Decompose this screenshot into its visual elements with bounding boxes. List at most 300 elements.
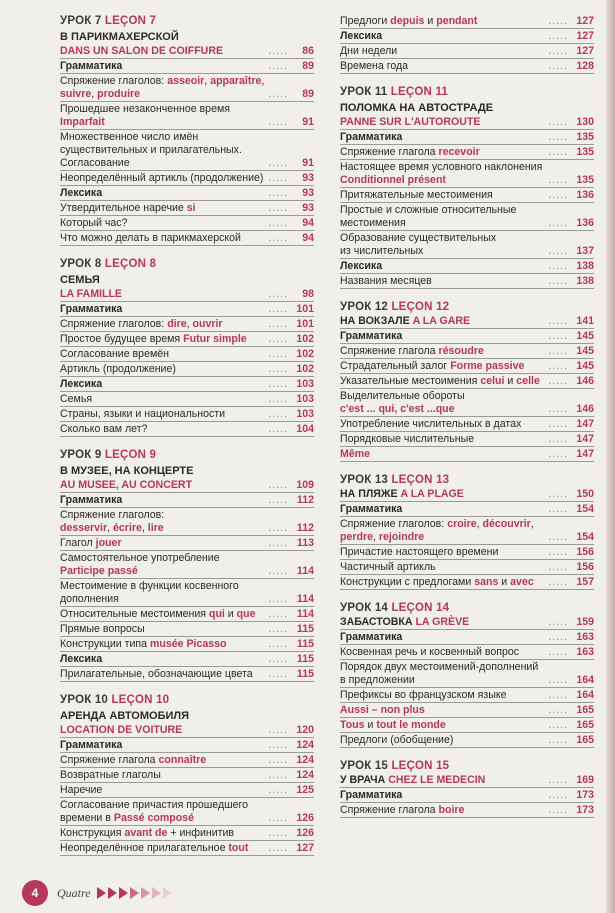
page-ref: 102 (296, 348, 314, 360)
entry-text-part: Дни недели (340, 45, 398, 57)
toc-entry[interactable] (340, 575, 594, 590)
toc-entry[interactable] (340, 188, 594, 203)
toc-entry-text (60, 131, 268, 170)
toc-right-column (340, 14, 594, 829)
french-term: avant de (124, 827, 168, 839)
toc-entry[interactable] (340, 259, 594, 274)
french-term: croire (447, 518, 477, 530)
french-term: LA FAMILLE (60, 288, 122, 300)
french-term: découvrir (482, 518, 531, 530)
toc-entry-text (340, 774, 548, 787)
toc-entry-text (340, 275, 548, 288)
page-ref: 101 (296, 318, 314, 330)
entry-text-part: Прямые вопросы (60, 623, 145, 635)
toc-entry-text (60, 623, 268, 636)
dot-leader: ..... (548, 774, 568, 786)
page-ref: 137 (576, 245, 594, 257)
page-ref: 93 (302, 172, 314, 184)
entry-text-part: Неопределённое прилагательное (60, 842, 229, 854)
toc-entry[interactable] (60, 493, 314, 508)
french-term: rejoindre (378, 531, 425, 543)
page-ref: 114 (296, 593, 314, 605)
entry-text-part: , (204, 75, 211, 87)
dot-leader: ..... (548, 674, 568, 686)
dot-leader: ..... (268, 668, 288, 680)
french-term: jouer (95, 537, 122, 549)
dot-leader: ..... (268, 187, 288, 199)
dot-leader: ..... (548, 375, 568, 387)
french-term: Tous (340, 719, 365, 731)
entry-text-part: Выделительные обороты (340, 390, 465, 402)
toc-entry-text (60, 75, 268, 101)
toc-entry[interactable] (60, 201, 314, 216)
lesson-section (60, 448, 314, 682)
toc-entry[interactable] (340, 145, 594, 160)
arrow-icon (108, 887, 117, 899)
toc-entry[interactable] (340, 417, 594, 432)
page-ref: 157 (576, 576, 594, 588)
toc-entry[interactable] (340, 773, 594, 788)
entry-text-part: Страны, языки и национальности (60, 408, 226, 420)
toc-entry[interactable] (60, 302, 314, 317)
entry-text-part: Порядок двух местоимений-дополнений в предложении (340, 661, 539, 686)
dot-leader: ..... (268, 623, 288, 635)
toc-entry-text (60, 552, 268, 578)
dot-leader: ..... (268, 288, 288, 300)
dot-leader: ..... (268, 638, 288, 650)
toc-entry-text (340, 503, 548, 516)
toc-entry[interactable] (340, 115, 594, 130)
toc-entry-text (60, 842, 268, 855)
toc-entry-text (60, 333, 268, 346)
page-ref: 164 (576, 674, 594, 686)
toc-entry[interactable] (340, 231, 594, 259)
dot-leader: ..... (548, 561, 568, 573)
toc-entry[interactable] (60, 826, 314, 841)
dot-leader: ..... (548, 260, 568, 272)
lesson-heading-ru: УРОК 14 (340, 602, 389, 614)
toc-entry[interactable] (340, 447, 594, 462)
toc-entry[interactable] (340, 615, 594, 630)
toc-entry[interactable] (340, 688, 594, 703)
lesson-heading (340, 300, 594, 314)
toc-entry-text (340, 789, 548, 802)
lesson-heading-ru: УРОК 10 (60, 694, 109, 706)
toc-entry[interactable] (340, 14, 594, 29)
toc-entry-text (60, 378, 268, 391)
entry-text-part: , (186, 318, 193, 330)
toc-entry[interactable] (340, 560, 594, 575)
toc-entry[interactable] (60, 347, 314, 362)
toc-entry-text (60, 668, 268, 681)
toc-entry[interactable] (60, 186, 314, 201)
toc-entry[interactable] (60, 508, 314, 536)
toc-entry[interactable] (60, 362, 314, 377)
toc-entry[interactable] (340, 545, 594, 560)
page-ref: 150 (576, 488, 594, 500)
french-term: LOCATION DE VOITURE (60, 724, 183, 736)
french-term: boire (438, 804, 465, 816)
toc-entry[interactable] (60, 783, 314, 798)
french-term: sans (474, 576, 499, 588)
arrow-icon (119, 887, 128, 899)
toc-entry[interactable] (60, 287, 314, 302)
toc-entry[interactable] (340, 329, 594, 344)
page-ref: 127 (576, 15, 594, 27)
toc-entry[interactable] (340, 645, 594, 660)
entry-text-part: Прилагательные, обозначающие цвета (60, 668, 253, 680)
toc-entry-text (60, 232, 268, 245)
toc-entry[interactable] (60, 377, 314, 392)
page-ref: 115 (296, 653, 314, 665)
lesson-title: В МУЗЕЕ, НА КОНЦЕРТЕ (60, 465, 194, 477)
toc-entry[interactable] (60, 392, 314, 407)
page-edge (606, 0, 615, 913)
page-ref: 135 (576, 131, 594, 143)
french-term: qui (208, 608, 225, 620)
page-ref: 115 (296, 668, 314, 680)
french-term: recevoir (438, 146, 480, 158)
dot-leader: ..... (268, 812, 288, 824)
toc-entry-text (340, 704, 548, 717)
dot-leader: ..... (268, 724, 288, 736)
toc-entry[interactable] (60, 74, 314, 102)
toc-entry-text (340, 131, 548, 144)
entry-text-part: Спряжение глаголов: (60, 318, 168, 330)
entry-text-part: Грамматика (340, 330, 403, 342)
toc-entry-text (340, 390, 548, 416)
entry-text-part: Простые и сложные относительные местоимения (340, 204, 517, 229)
dot-leader: ..... (268, 202, 288, 214)
toc-entry-text (340, 146, 548, 159)
toc-entry[interactable] (60, 607, 314, 622)
toc-entry-text (60, 172, 268, 185)
dot-leader: ..... (548, 546, 568, 558)
toc-entry[interactable] (60, 231, 314, 246)
entry-text-part: Лексика (60, 187, 103, 199)
entry-text-part: Грамматика (60, 303, 123, 315)
toc-entry[interactable] (340, 660, 594, 688)
lesson-heading-ru: УРОК 15 (340, 760, 389, 772)
toc-entry[interactable] (340, 803, 594, 818)
french-term: DANS UN SALON DE COIFFURE (60, 45, 224, 57)
entry-text-part: Прошедшее незаконченное время (60, 103, 230, 115)
entry-text-part: , (107, 522, 114, 534)
toc-entry[interactable] (340, 788, 594, 803)
lesson-section (340, 300, 594, 462)
french-term: produire (97, 88, 141, 100)
entry-text-part: Относительные местоимения (60, 608, 209, 620)
entry-text-part: Спряжение глагола (60, 754, 159, 766)
page-ref: 164 (576, 689, 594, 701)
toc-entry-text (340, 546, 548, 559)
toc-entry[interactable] (340, 718, 594, 733)
page-ref: 169 (576, 774, 594, 786)
lesson-section (60, 257, 314, 437)
toc-entry[interactable] (60, 171, 314, 186)
page-ref: 136 (576, 189, 594, 201)
toc-entry[interactable] (60, 332, 314, 347)
french-term: Participe passé (60, 565, 138, 577)
dot-leader: ..... (268, 479, 288, 491)
page-ref: 86 (302, 45, 314, 57)
entry-text-part: Лексика (60, 378, 103, 390)
dot-leader: ..... (268, 60, 288, 72)
toc-entry-text (340, 448, 548, 461)
entry-text-part: Спряжение глагола (340, 345, 439, 357)
lesson-section (340, 14, 594, 74)
entry-text-part: Предлоги (340, 15, 391, 27)
toc-entry[interactable] (60, 667, 314, 682)
french-term: Conditionnel présent (340, 174, 446, 186)
toc-entry-text (340, 734, 548, 747)
toc-entry[interactable] (340, 44, 594, 59)
entry-text-part: Что можно делать в парикмахерской (60, 232, 241, 244)
entry-text-part: , (141, 522, 148, 534)
dot-leader: ..... (268, 739, 288, 751)
toc-entry[interactable] (340, 733, 594, 748)
toc-entry[interactable] (340, 389, 594, 417)
toc-entry[interactable] (60, 216, 314, 231)
dot-leader: ..... (548, 704, 568, 716)
dot-leader: ..... (548, 189, 568, 201)
toc-left-column (60, 14, 314, 867)
entry-text-part: Грамматика (340, 503, 403, 515)
lesson-heading-fr: LEÇON 9 (104, 449, 157, 461)
page-ref: 156 (576, 561, 594, 573)
french-term: Forme passive (450, 360, 525, 372)
dot-leader: ..... (268, 45, 288, 57)
arrow-decoration (97, 887, 174, 899)
toc-entry[interactable] (60, 130, 314, 171)
page-ref: 102 (296, 333, 314, 345)
toc-entry-text (340, 30, 548, 43)
page-ref: 165 (576, 734, 594, 746)
toc-entry[interactable] (340, 359, 594, 374)
dot-leader: ..... (548, 330, 568, 342)
toc-entry[interactable] (60, 768, 314, 783)
toc-entry-text (60, 638, 268, 651)
dot-leader: ..... (268, 172, 288, 184)
toc-entry[interactable] (60, 59, 314, 74)
dot-leader: ..... (268, 157, 288, 169)
toc-entry[interactable] (340, 274, 594, 289)
entry-text-part: Сколько вам лет? (60, 423, 148, 435)
toc-entry-text (60, 348, 268, 361)
lesson-heading (340, 759, 594, 773)
toc-entry[interactable] (60, 422, 314, 437)
toc-entry-text (340, 315, 548, 328)
lesson-heading-fr: LEÇON 8 (104, 258, 157, 270)
dot-leader: ..... (548, 275, 568, 287)
toc-entry[interactable] (60, 317, 314, 332)
page-ref: 127 (296, 842, 314, 854)
toc-entry[interactable] (340, 703, 594, 718)
toc-entry[interactable] (340, 517, 594, 545)
dot-leader: ..... (548, 60, 568, 72)
toc-entry[interactable] (60, 407, 314, 422)
dot-leader: ..... (268, 378, 288, 390)
french-term: LA GRÈVE (415, 616, 470, 628)
french-term: depuis (390, 15, 425, 27)
page-ref: 163 (576, 631, 594, 643)
dot-leader: ..... (268, 318, 288, 330)
toc-entry-text (340, 161, 548, 187)
toc-entry[interactable] (340, 502, 594, 517)
lesson-title: АРЕНДА АВТОМОБИЛЯ (60, 710, 190, 722)
entry-text-part: Указательные местоимения (340, 375, 481, 387)
toc-entry[interactable] (60, 738, 314, 753)
page-ref: 136 (576, 217, 594, 229)
toc-entry[interactable] (60, 478, 314, 493)
toc-entry[interactable] (60, 622, 314, 637)
toc-entry[interactable] (60, 723, 314, 738)
entry-text-part: НА ПЛЯЖЕ (340, 488, 401, 500)
page-ref: 165 (576, 719, 594, 731)
toc-entry-text (60, 217, 268, 230)
lesson-section (340, 85, 594, 289)
toc-entry[interactable] (340, 432, 594, 447)
page-ref: 103 (296, 378, 314, 390)
dot-leader: ..... (548, 631, 568, 643)
page-ref: 145 (576, 330, 594, 342)
toc-entry[interactable] (60, 841, 314, 856)
lesson-heading (60, 448, 314, 462)
entry-text-part: Названия месяцев (340, 275, 432, 287)
page-ref: 112 (296, 522, 314, 534)
toc-entry[interactable] (60, 102, 314, 130)
toc-entry-text (60, 202, 268, 215)
toc-entry-text (60, 827, 268, 840)
toc-entry-text (60, 408, 268, 421)
entry-text-part: Множественное число имён существительных и прилагательных. Согласование (60, 131, 242, 169)
toc-entry[interactable] (60, 551, 314, 579)
dot-leader: ..... (548, 418, 568, 430)
toc-entry-text (340, 45, 548, 58)
toc-entry[interactable] (340, 374, 594, 389)
page-ref: 141 (576, 315, 594, 327)
toc-entry-text (340, 433, 548, 446)
entry-text-part: Лексика (340, 30, 383, 42)
french-term: écrire (113, 522, 142, 534)
toc-entry[interactable] (60, 652, 314, 667)
lesson-heading-ru: УРОК 9 (60, 449, 102, 461)
lesson-section (60, 693, 314, 856)
dot-leader: ..... (548, 245, 568, 257)
toc-entry[interactable] (340, 630, 594, 645)
page-ref: 127 (576, 30, 594, 42)
page-ref: 103 (296, 393, 314, 405)
lesson-title: СЕМЬЯ (60, 274, 100, 286)
toc-entry[interactable] (60, 579, 314, 607)
toc-entry-text (60, 739, 268, 752)
toc-entry[interactable] (340, 344, 594, 359)
dot-leader: ..... (268, 333, 288, 345)
page-ref: 135 (576, 146, 594, 158)
toc-entry[interactable] (340, 29, 594, 44)
entry-text-part: Причастие настоящего времени (340, 546, 499, 558)
toc-entry[interactable] (340, 59, 594, 74)
page-ref: 89 (302, 88, 314, 100)
toc-entry-text (60, 303, 268, 316)
french-term: Passé composé (113, 812, 194, 824)
toc-entry-text (340, 15, 548, 28)
toc-entry[interactable] (60, 637, 314, 652)
french-term: AU MUSEE, AU CONCERT (60, 479, 193, 491)
page-ref: 102 (296, 363, 314, 375)
page-ref: 94 (302, 232, 314, 244)
page-ref: 128 (576, 60, 594, 72)
page-ref: 124 (296, 739, 314, 751)
page-ref: 163 (576, 646, 594, 658)
page-ref: 101 (296, 303, 314, 315)
page-ref: 98 (302, 288, 314, 300)
dot-leader: ..... (548, 433, 568, 445)
entry-text-part: Частичный артикль (340, 561, 436, 573)
lesson-heading-ru: УРОК 13 (340, 474, 389, 486)
entry-text-part: Самостоятельное употребление (60, 552, 220, 564)
lesson-heading-fr: LEÇON 14 (391, 602, 450, 614)
lesson-heading-fr: LEÇON 10 (111, 694, 170, 706)
french-term: Même (340, 448, 371, 460)
page-ref: 115 (296, 623, 314, 635)
dot-leader: ..... (268, 393, 288, 405)
toc-entry[interactable] (60, 536, 314, 551)
entry-text-part: и (498, 576, 511, 588)
toc-entry-text (340, 345, 548, 358)
lesson-heading-ru: УРОК 8 (60, 258, 102, 270)
page-ref: 91 (302, 157, 314, 169)
toc-entry[interactable] (60, 798, 314, 826)
french-term: avec (510, 576, 534, 588)
toc-entry-text (340, 375, 548, 388)
toc-entry[interactable] (340, 160, 594, 188)
dot-leader: ..... (268, 408, 288, 420)
dot-leader: ..... (548, 131, 568, 143)
dot-leader: ..... (268, 565, 288, 577)
page-ref: 120 (296, 724, 314, 736)
entry-text-part: Наречие (60, 784, 103, 796)
page-ref: 93 (302, 187, 314, 199)
lesson-heading-fr: LEÇON 12 (391, 301, 450, 313)
entry-text-part: и (364, 719, 377, 731)
page-ref: 104 (296, 423, 314, 435)
entry-text-part: Конструкция (60, 827, 125, 839)
toc-entry[interactable] (60, 753, 314, 768)
page-footer (22, 876, 174, 910)
entry-text-part: Семья (60, 393, 93, 405)
toc-entry[interactable] (60, 44, 314, 59)
dot-leader: ..... (268, 537, 288, 549)
toc-entry[interactable] (340, 487, 594, 502)
toc-entry[interactable] (340, 314, 594, 329)
french-term: connaître (158, 754, 207, 766)
lesson-heading-fr: LEÇON 15 (391, 760, 450, 772)
page-ref: 154 (576, 531, 594, 543)
toc-entry-text (60, 580, 268, 606)
toc-entry-text (60, 799, 268, 825)
lesson-title: В ПАРИКМАХЕРСКОЙ (60, 31, 179, 43)
entry-text-part: и (504, 375, 517, 387)
toc-entry[interactable] (340, 203, 594, 231)
dot-leader: ..... (268, 217, 288, 229)
toc-entry-text (340, 646, 548, 659)
dot-leader: ..... (548, 315, 568, 327)
toc-entry[interactable] (340, 130, 594, 145)
page-ref: 91 (302, 116, 314, 128)
toc-entry-text (340, 719, 548, 732)
page-number-word: Quatre (57, 885, 91, 900)
